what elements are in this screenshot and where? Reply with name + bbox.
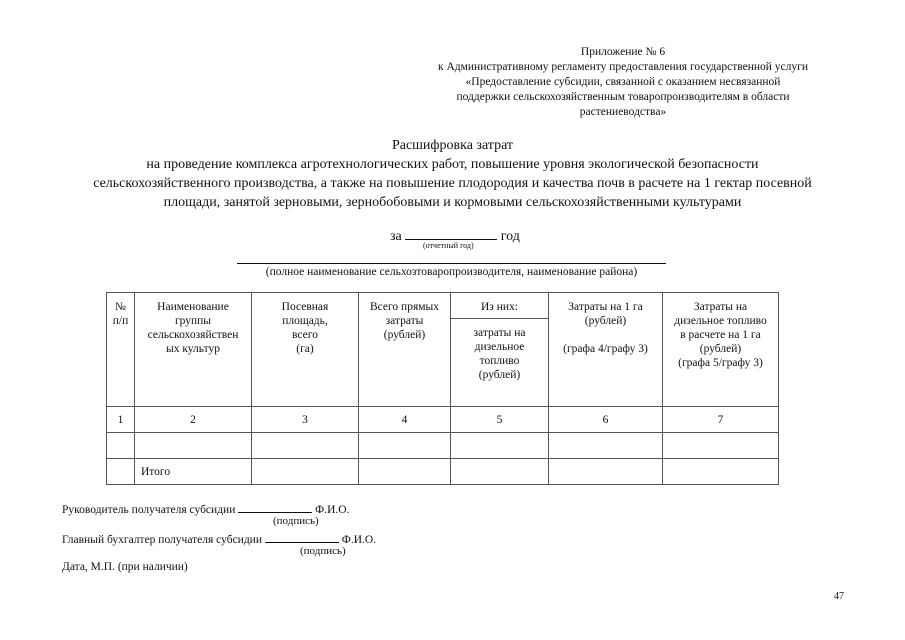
annex-line: растениеводства» [579,106,667,118]
accountant-signature-field[interactable] [265,531,339,543]
title-line: Расшифровка затрат [391,138,514,153]
column-number: 3 [252,407,359,433]
year-suffix: год [500,229,520,244]
header-col-fuel-per-ha: Затраты на дизельное топливо в расчете на 1 га (рублей) (графа 5/графу 3) [663,293,779,407]
table-cell[interactable] [252,433,359,459]
table-cell[interactable] [359,459,451,485]
annex-line: Приложение № 6 [580,46,666,58]
title-line: площади, занятой зерновыми, зернобобовыми и кормовыми сельскохозяйственными культурами [163,195,742,210]
annex-header [400,45,846,120]
accountant-signature-line [62,531,376,546]
date-stamp-line: Дата, М.П. (при наличии) [62,561,188,573]
table-cell[interactable] [107,433,135,459]
costs-table [106,292,779,485]
org-name-note: (полное наименование сельхозтоваропроизводителя, наименование района) [265,266,638,278]
header-col-of-which: Из них: [451,293,549,319]
column-number: 6 [549,407,663,433]
header-col-sown-area: Посевная площадь, всего (га) [252,293,359,407]
org-name-blank-line[interactable] [237,263,666,264]
accountant-label: Главный бухгалтер получателя субсидии [62,534,262,546]
table-cell[interactable] [252,459,359,485]
header-col-cost-per-ha: Затраты на 1 га (рублей) (графа 4/графу 3) [549,293,663,407]
head-fio: Ф.И.О. [315,504,350,516]
table-cell[interactable] [451,459,549,485]
total-label: Итого [135,459,252,485]
title-line: сельскохозяйственного производства, а также на повышение плодородия и качества почв в расчете на 1 гектар посевной [93,176,812,191]
document-title [40,136,865,212]
header-col-direct-costs: Всего прямых затраты (рублей) [359,293,451,407]
table-cell[interactable] [359,433,451,459]
table-cell[interactable] [663,459,779,485]
head-signature-note: (подпись) [273,515,319,527]
table-cell[interactable] [549,459,663,485]
table-cell[interactable] [451,433,549,459]
column-number: 5 [451,407,549,433]
year-note: (отчетный год) [423,241,474,250]
header-col-crop-group: Наименование группы сельскохозяйствен ых культур [135,293,252,407]
year-blank-field[interactable] [405,225,497,240]
header-col-number: № п/п [107,293,135,407]
title-line: на проведение комплекса агротехнологических работ, повышение уровня экологической безопасности [146,157,759,172]
table-cell[interactable] [135,433,252,459]
head-label: Руководитель получателя субсидии [62,504,236,516]
table-cell[interactable] [107,459,135,485]
total-row [107,459,779,485]
header-col-fuel-costs: затраты на дизельное топливо (рублей) [451,319,549,407]
annex-line: «Предоставление субсидии, связанной с оказанием несвязанной [465,76,781,88]
annex-line: к Административному регламенту предоставления государственной услуги [437,61,808,73]
page-number: 47 [834,591,844,602]
column-number: 1 [107,407,135,433]
year-prefix: за [390,229,402,244]
accountant-signature-note: (подпись) [300,545,346,557]
table-cell[interactable] [663,433,779,459]
column-number: 7 [663,407,779,433]
accountant-fio: Ф.И.О. [341,534,377,546]
table-row [107,433,779,459]
column-number-row [107,407,779,433]
column-number: 2 [135,407,252,433]
table-cell[interactable] [549,433,663,459]
annex-line: поддержки сельскохозяйственным товаропроизводителям в области [456,91,790,103]
column-number: 4 [359,407,451,433]
head-signature-line [62,501,349,516]
head-signature-field[interactable] [238,501,312,513]
